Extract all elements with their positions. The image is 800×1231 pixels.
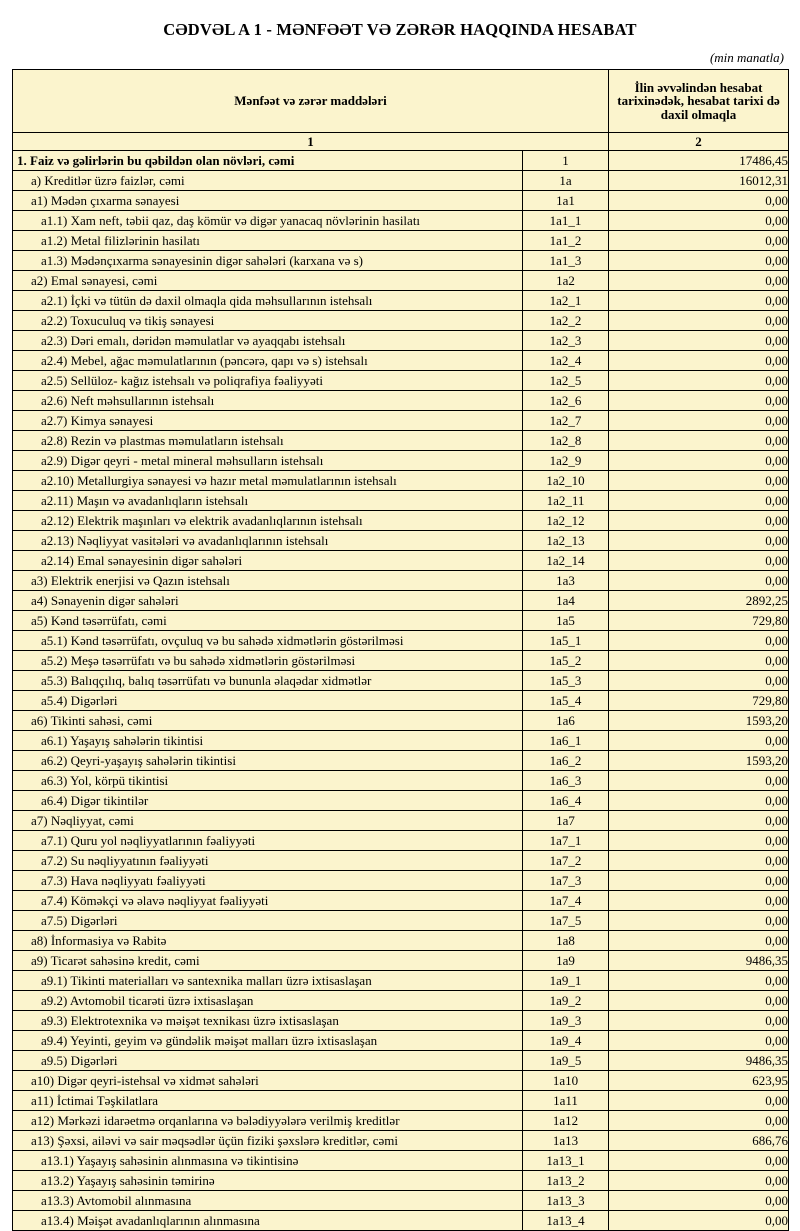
table-row <box>13 1171 789 1191</box>
table-row <box>13 1011 789 1031</box>
row-label: a9.5) Digərləri <box>13 1051 523 1071</box>
table-row <box>13 251 789 271</box>
row-label: a4) Sənayenin digər sahələri <box>13 591 523 611</box>
row-code: 1a5 <box>523 611 609 631</box>
table-row <box>13 731 789 751</box>
row-value: 0,00 <box>609 251 789 271</box>
row-code: 1a2_13 <box>523 531 609 551</box>
row-label: a2.13) Nəqliyyat vasitələri və avadanlıqlarının istehsalı <box>13 531 523 551</box>
row-label: a2.3) Dəri emalı, dəridən məmulatlar və ayaqqabı istehsalı <box>13 331 523 351</box>
row-label: a9.1) Tikinti materialları və santexnika malları üzrə ixtisaslaşan <box>13 971 523 991</box>
row-value: 0,00 <box>609 431 789 451</box>
row-value: 0,00 <box>609 991 789 1011</box>
table-row <box>13 691 789 711</box>
row-value: 0,00 <box>609 971 789 991</box>
row-label: a2.2) Toxuculuq və tikiş sənayesi <box>13 311 523 331</box>
header-row <box>13 70 789 133</box>
row-code: 1a7_2 <box>523 851 609 871</box>
row-label: a9) Ticarət sahəsinə kredit, cəmi <box>13 951 523 971</box>
row-label: a) Kreditlər üzrə faizlər, cəmi <box>13 171 523 191</box>
table-row <box>13 871 789 891</box>
row-code: 1a7_5 <box>523 911 609 931</box>
table-row <box>13 211 789 231</box>
table-row <box>13 151 789 171</box>
row-code: 1a2_5 <box>523 371 609 391</box>
row-value: 2892,25 <box>609 591 789 611</box>
column-number-value: 2 <box>609 133 789 151</box>
table-row <box>13 511 789 531</box>
row-label: a13.2) Yaşayış sahəsinin təmirinə <box>13 1171 523 1191</box>
row-value: 0,00 <box>609 511 789 531</box>
row-label: 1. Faiz və gəlirlərin bu qəbildən olan növləri, cəmi <box>13 151 523 171</box>
table-row <box>13 911 789 931</box>
column-number-row <box>13 133 789 151</box>
row-code: 1a3 <box>523 571 609 591</box>
row-label: a9.3) Elektrotexnika və məişət texnikası üzrə ixtisaslaşan <box>13 1011 523 1031</box>
row-label: a7.5) Digərləri <box>13 911 523 931</box>
row-code: 1a5_4 <box>523 691 609 711</box>
row-code: 1a9_4 <box>523 1031 609 1051</box>
table-row <box>13 851 789 871</box>
row-value: 0,00 <box>609 371 789 391</box>
table-row <box>13 751 789 771</box>
row-value: 0,00 <box>609 1011 789 1031</box>
row-label: a2.6) Neft məhsullarının istehsalı <box>13 391 523 411</box>
table-row <box>13 291 789 311</box>
row-code: 1a2_11 <box>523 491 609 511</box>
row-code: 1a7_1 <box>523 831 609 851</box>
row-label: a7.2) Su nəqliyyatının fəaliyyəti <box>13 851 523 871</box>
row-label: a6.4) Digər tikintilər <box>13 791 523 811</box>
row-label: a2) Emal sənayesi, cəmi <box>13 271 523 291</box>
row-value: 1593,20 <box>609 711 789 731</box>
page-title: CƏDVƏL A 1 - MƏNFƏƏT VƏ ZƏRƏR HAQQINDA HESABAT <box>163 20 637 39</box>
row-code: 1a1_1 <box>523 211 609 231</box>
table-row <box>13 331 789 351</box>
table-row <box>13 191 789 211</box>
row-label: a6.2) Qeyri-yaşayış sahələrin tikintisi <box>13 751 523 771</box>
row-label: a1.3) Mədənçıxarma sənayesinin digər sahələri (karxana və s) <box>13 251 523 271</box>
row-code: 1a7_4 <box>523 891 609 911</box>
row-code: 1a2 <box>523 271 609 291</box>
table-row <box>13 1211 789 1231</box>
row-value: 0,00 <box>609 1091 789 1111</box>
row-label: a10) Digər qeyri-istehsal və xidmət sahələri <box>13 1071 523 1091</box>
table-row <box>13 1051 789 1071</box>
table-row <box>13 571 789 591</box>
row-value: 729,80 <box>609 691 789 711</box>
row-code: 1a13_2 <box>523 1171 609 1191</box>
row-code: 1a2_1 <box>523 291 609 311</box>
row-code: 1a13_1 <box>523 1151 609 1171</box>
row-code: 1a2_2 <box>523 311 609 331</box>
row-label: a13.4) Məişət avadanlıqlarının alınmasına <box>13 1211 523 1231</box>
row-value: 0,00 <box>609 311 789 331</box>
row-label: a2.10) Metallurgiya sənayesi və hazır metal məmulatlarının istehsalı <box>13 471 523 491</box>
row-label: a8) İnformasiya və Rabitə <box>13 931 523 951</box>
table-row <box>13 831 789 851</box>
row-value: 0,00 <box>609 1211 789 1231</box>
table-row <box>13 1071 789 1091</box>
table-row <box>13 1191 789 1211</box>
row-value: 729,80 <box>609 611 789 631</box>
table-row <box>13 631 789 651</box>
row-value: 0,00 <box>609 291 789 311</box>
row-value: 0,00 <box>609 491 789 511</box>
row-value: 0,00 <box>609 451 789 471</box>
row-value: 0,00 <box>609 1111 789 1131</box>
row-value: 0,00 <box>609 651 789 671</box>
row-label: a9.4) Yeyinti, geyim və gündəlik məişət malları üzrə ixtisaslaşan <box>13 1031 523 1051</box>
table-header <box>13 70 789 151</box>
row-label: a3) Elektrik enerjisi və Qazın istehsalı <box>13 571 523 591</box>
table-row <box>13 951 789 971</box>
table-row <box>13 1131 789 1151</box>
table-row <box>13 891 789 911</box>
row-value: 0,00 <box>609 771 789 791</box>
row-value: 0,00 <box>609 471 789 491</box>
row-value: 0,00 <box>609 791 789 811</box>
table-row <box>13 771 789 791</box>
table-row <box>13 431 789 451</box>
row-value: 9486,35 <box>609 951 789 971</box>
table-row <box>13 311 789 331</box>
row-code: 1a8 <box>523 931 609 951</box>
row-label: a5.2) Meşə təsərrüfatı və bu sahədə xidmətlərin göstərilməsi <box>13 651 523 671</box>
row-label: a12) Mərkəzi idarəetmə orqanlarına və bələdiyyələrə verilmiş kreditlər <box>13 1111 523 1131</box>
row-value: 0,00 <box>609 671 789 691</box>
row-value: 0,00 <box>609 551 789 571</box>
row-label: a2.14) Emal sənayesinin digər sahələri <box>13 551 523 571</box>
row-label: a13) Şəxsi, ailəvi və sair məqsədlər üçün fiziki şəxslərə kreditlər, cəmi <box>13 1131 523 1151</box>
row-code: 1a9_2 <box>523 991 609 1011</box>
row-value: 16012,31 <box>609 171 789 191</box>
row-label: a5) Kənd təsərrüfatı, cəmi <box>13 611 523 631</box>
row-value: 0,00 <box>609 351 789 371</box>
row-code: 1a2_6 <box>523 391 609 411</box>
table-row <box>13 1111 789 1131</box>
table-row <box>13 371 789 391</box>
row-value: 0,00 <box>609 531 789 551</box>
row-code: 1a1_2 <box>523 231 609 251</box>
row-value: 0,00 <box>609 731 789 751</box>
table-row <box>13 531 789 551</box>
row-code: 1a11 <box>523 1091 609 1111</box>
row-code: 1a6 <box>523 711 609 731</box>
row-label: a2.7) Kimya sənayesi <box>13 411 523 431</box>
table-row <box>13 551 789 571</box>
table-row <box>13 1091 789 1111</box>
row-code: 1a2_9 <box>523 451 609 471</box>
row-code: 1a4 <box>523 591 609 611</box>
table-row <box>13 1151 789 1171</box>
row-code: 1a6_2 <box>523 751 609 771</box>
row-label: a5.1) Kənd təsərrüfatı, ovçuluq və bu sahədə xidmətlərin göstərilməsi <box>13 631 523 651</box>
row-code: 1a7 <box>523 811 609 831</box>
row-code: 1a2_7 <box>523 411 609 431</box>
row-value: 0,00 <box>609 1191 789 1211</box>
column-header-value: İlin əvvəlindən hesabat tarixinədək, hesabat tarixi də daxil olmaqla <box>609 70 789 133</box>
row-value: 17486,45 <box>609 151 789 171</box>
row-code: 1a6_3 <box>523 771 609 791</box>
table-row <box>13 231 789 251</box>
row-value: 0,00 <box>609 191 789 211</box>
row-code: 1a5_3 <box>523 671 609 691</box>
row-code: 1a9_1 <box>523 971 609 991</box>
row-code: 1 <box>523 151 609 171</box>
row-value: 0,00 <box>609 211 789 231</box>
row-code: 1a2_12 <box>523 511 609 531</box>
row-value: 0,00 <box>609 891 789 911</box>
row-value: 623,95 <box>609 1071 789 1091</box>
row-label: a2.1) İçki və tütün də daxil olmaqla qida məhsullarının istehsalı <box>13 291 523 311</box>
row-code: 1a1 <box>523 191 609 211</box>
row-code: 1a <box>523 171 609 191</box>
row-value: 0,00 <box>609 1031 789 1051</box>
row-label: a7) Nəqliyyat, cəmi <box>13 811 523 831</box>
row-label: a1.1) Xam neft, təbii qaz, daş kömür və digər yanacaq növlərinin hasilatı <box>13 211 523 231</box>
row-label: a2.8) Rezin və plastmas məmulatların istehsalı <box>13 431 523 451</box>
row-value: 0,00 <box>609 871 789 891</box>
row-label: a7.1) Quru yol nəqliyyatlarının fəaliyyəti <box>13 831 523 851</box>
column-header-name: Mənfəət və zərər maddələri <box>13 70 609 133</box>
row-code: 1a5_2 <box>523 651 609 671</box>
row-label: a13.1) Yaşayış sahəsinin alınmasına və tikintisinə <box>13 1151 523 1171</box>
row-code: 1a10 <box>523 1071 609 1091</box>
row-code: 1a7_3 <box>523 871 609 891</box>
row-label: a7.3) Hava nəqliyyatı fəaliyyəti <box>13 871 523 891</box>
row-label: a6.1) Yaşayış sahələrin tikintisi <box>13 731 523 751</box>
profit-loss-report-table <box>12 69 789 1231</box>
row-label: a7.4) Köməkçi və əlavə nəqliyyat fəaliyyəti <box>13 891 523 911</box>
row-code: 1a2_4 <box>523 351 609 371</box>
row-value: 0,00 <box>609 1171 789 1191</box>
row-value: 0,00 <box>609 391 789 411</box>
table-row <box>13 651 789 671</box>
table-row <box>13 991 789 1011</box>
table-row <box>13 791 789 811</box>
table-row <box>13 471 789 491</box>
row-code: 1a9_5 <box>523 1051 609 1071</box>
table-row <box>13 491 789 511</box>
row-value: 0,00 <box>609 1151 789 1171</box>
row-label: a9.2) Avtomobil ticarəti üzrə ixtisaslaşan <box>13 991 523 1011</box>
row-code: 1a2_3 <box>523 331 609 351</box>
table-row <box>13 671 789 691</box>
row-value: 0,00 <box>609 571 789 591</box>
table-body <box>13 151 789 1231</box>
row-value: 0,00 <box>609 811 789 831</box>
row-label: a2.11) Maşın və avadanlıqların istehsalı <box>13 491 523 511</box>
row-code: 1a6_1 <box>523 731 609 751</box>
row-code: 1a1_3 <box>523 251 609 271</box>
row-value: 0,00 <box>609 911 789 931</box>
table-row <box>13 931 789 951</box>
row-value: 0,00 <box>609 331 789 351</box>
row-value: 0,00 <box>609 931 789 951</box>
row-value: 0,00 <box>609 411 789 431</box>
table-row <box>13 971 789 991</box>
row-value: 0,00 <box>609 271 789 291</box>
table-row <box>13 811 789 831</box>
row-label: a2.4) Mebel, ağac məmulatlarının (pəncərə, qapı və s) istehsalı <box>13 351 523 371</box>
table-row <box>13 391 789 411</box>
row-label: a13.3) Avtomobil alınmasına <box>13 1191 523 1211</box>
row-label: a11) İctimai Təşkilatlara <box>13 1091 523 1111</box>
row-label: a1.2) Metal filizlərinin hasilatı <box>13 231 523 251</box>
row-label: a2.9) Digər qeyri - metal mineral məhsulların istehsalı <box>13 451 523 471</box>
row-value: 9486,35 <box>609 1051 789 1071</box>
row-code: 1a6_4 <box>523 791 609 811</box>
table-row <box>13 611 789 631</box>
row-label: a6.3) Yol, körpü tikintisi <box>13 771 523 791</box>
row-value: 0,00 <box>609 231 789 251</box>
row-code: 1a9_3 <box>523 1011 609 1031</box>
row-value: 686,76 <box>609 1131 789 1151</box>
row-value: 0,00 <box>609 851 789 871</box>
row-code: 1a5_1 <box>523 631 609 651</box>
table-row <box>13 411 789 431</box>
row-value: 0,00 <box>609 831 789 851</box>
row-value: 0,00 <box>609 631 789 651</box>
row-label: a2.12) Elektrik maşınları və elektrik avadanlıqlarının istehsalı <box>13 511 523 531</box>
row-code: 1a2_10 <box>523 471 609 491</box>
table-row <box>13 711 789 731</box>
row-value: 1593,20 <box>609 751 789 771</box>
units-note: (min manatla) <box>709 50 784 65</box>
row-code: 1a2_8 <box>523 431 609 451</box>
row-label: a1) Mədən çıxarma sənayesi <box>13 191 523 211</box>
row-label: a5.3) Balıqçılıq, balıq təsərrüfatı və bununla əlaqədar xidmətlər <box>13 671 523 691</box>
row-code: 1a2_14 <box>523 551 609 571</box>
table-row <box>13 271 789 291</box>
table-row <box>13 451 789 471</box>
table-row <box>13 1031 789 1051</box>
table-row <box>13 351 789 371</box>
table-row <box>13 171 789 191</box>
row-code: 1a13_4 <box>523 1211 609 1231</box>
row-label: a2.5) Sellüloz- kağız istehsalı və poliqrafiya fəaliyyəti <box>13 371 523 391</box>
table-row <box>13 591 789 611</box>
row-label: a6) Tikinti sahəsi, cəmi <box>13 711 523 731</box>
column-number-name: 1 <box>13 133 609 151</box>
row-code: 1a9 <box>523 951 609 971</box>
row-code: 1a12 <box>523 1111 609 1131</box>
row-code: 1a13 <box>523 1131 609 1151</box>
row-code: 1a13_3 <box>523 1191 609 1211</box>
row-label: a5.4) Digərləri <box>13 691 523 711</box>
